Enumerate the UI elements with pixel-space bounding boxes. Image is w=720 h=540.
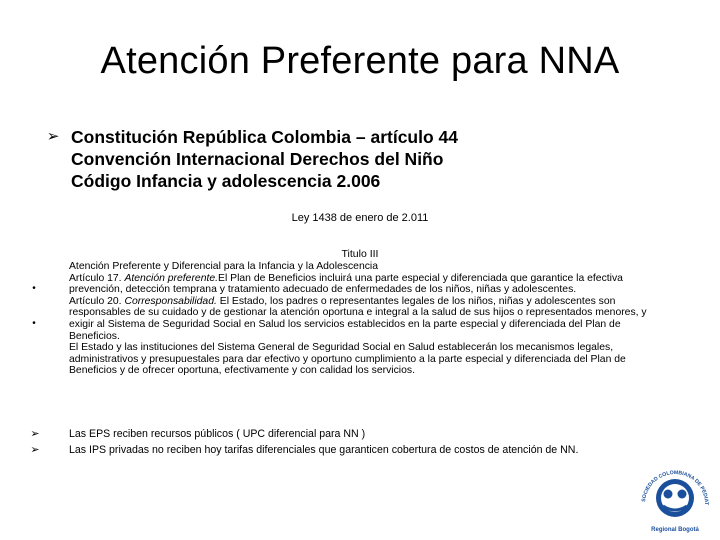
logo-arc-text: SOCIEDAD COLOMBIANA DE PEDIAT bbox=[641, 469, 710, 506]
arrow-bullet-icon: ➢ bbox=[46, 128, 60, 145]
dot-bullet-icon: • bbox=[32, 283, 36, 294]
top-bullet-list bbox=[46, 126, 686, 192]
top-list-item bbox=[46, 170, 686, 192]
article-20-label: Artículo 20. bbox=[69, 295, 122, 307]
top-list-item bbox=[46, 126, 686, 148]
article-20-title: Corresponsabilidad. bbox=[124, 295, 217, 307]
arrow-bullet-icon: ➢ bbox=[30, 428, 40, 440]
lower-list-item bbox=[28, 426, 688, 442]
title-section-heading: Titulo III bbox=[341, 248, 379, 260]
top-list-item bbox=[46, 148, 686, 170]
top-list-item-text: Constitución República Colombia – artículo 44 bbox=[71, 127, 458, 147]
arrow-bullet-icon: ➢ bbox=[30, 444, 40, 456]
article-17-text: El Plan de Beneficios incluirá una parte especial y diferenciada que garantice la efectiva prevención, detección temprana y tratamiento adecuado de enfermedades de los niños, niñas y adolescentes. bbox=[69, 272, 623, 296]
law-heading: Atención Preferente y Diferencial para la Infancia y la Adolescencia bbox=[69, 261, 379, 272]
logo-caption: Regional Bogotá bbox=[651, 527, 699, 533]
article-17-title: Atención preferente. bbox=[124, 272, 219, 284]
pediatrics-society-logo bbox=[633, 464, 717, 534]
dot-bullet-icon: • bbox=[32, 318, 36, 329]
lower-bullet-list bbox=[28, 426, 688, 458]
article-17 bbox=[69, 273, 649, 296]
lower-list-item bbox=[28, 442, 688, 458]
article-17-label: Artículo 17. bbox=[69, 272, 122, 284]
article-20 bbox=[69, 296, 649, 342]
lower-list-item-text: Las IPS privadas no reciben hoy tarifas diferenciales que garanticen cobertura de costos de atención de NN. bbox=[69, 444, 579, 456]
top-list-item-text: Convención Internacional Derechos del Niño bbox=[71, 149, 444, 169]
lower-list-item-text: Las EPS reciben recursos públicos ( UPC diferencial para NN ) bbox=[69, 428, 366, 440]
final-paragraph: El Estado y las instituciones del Sistema General de Seguridad Social en Salud establecerán los mecanismos legales, administrativos y presupuestales para dar efectivo y oportuno cumplimiento a la parte especial y diferenciada del Plan de Beneficios y de ofrecer oportuna, efectivamente y con calidad los servicios. bbox=[69, 342, 626, 377]
article-20-text: El Estado, los padres o representantes legales de los niños, niñas y adolescentes son responsables de su cuidado y de gestionar la atención oportuna e integral a la salud de sus hijos o representados menores, y exigir al Sistema de Seguridad Social en Salud los servicios establecidos en la parte especial y diferenciada del Plan de Beneficios. bbox=[69, 295, 647, 342]
top-list-item-text: Código Infancia y adolescencia 2.006 bbox=[71, 171, 381, 191]
slide-title: Atención Preferente para NNA bbox=[100, 40, 620, 82]
law-text-block bbox=[69, 261, 649, 377]
logo-emblem-icon bbox=[633, 464, 717, 534]
law-reference: Ley 1438 de enero de 2.011 bbox=[291, 212, 429, 224]
